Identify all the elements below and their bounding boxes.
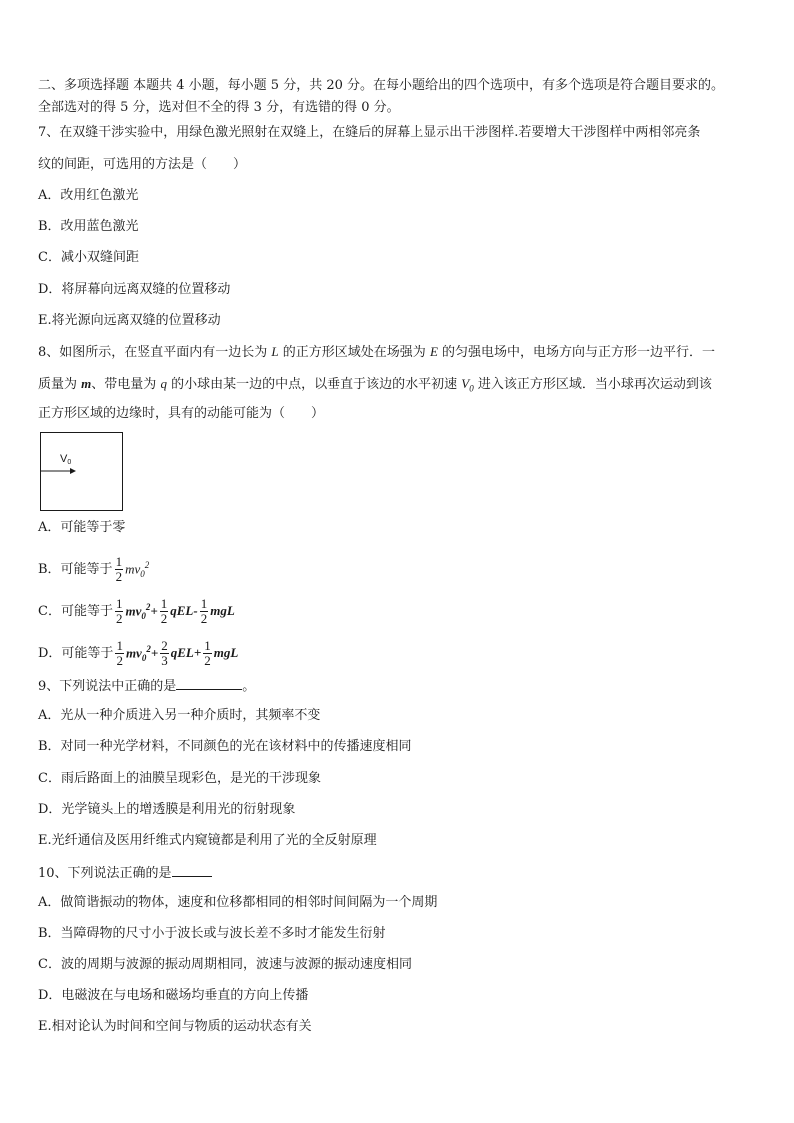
question-9-option-e: E.光纤通信及医用纤维式内窥镜都是利用了光的全反射原理 [38, 833, 377, 848]
question-10-option-b: B．当障碍物的尺寸小于波长或与波长差不多时才能发生衍射 [38, 926, 386, 941]
q8-text: 、带电量为 [91, 377, 157, 392]
question-9-stem [38, 677, 255, 695]
formula-term: $mv_0^2+$ [125, 602, 158, 621]
question-10-option-a: A．做简谐振动的物体，速度和位移都相同的相邻时间间隔为一个周期 [38, 895, 438, 910]
question-8-option-c [38, 589, 235, 625]
q9-text: 9、下列说法中正确的是 [38, 679, 177, 694]
q8-var-q: q [160, 376, 167, 391]
question-10-stem [38, 864, 212, 882]
question-7-option-a: A．改用红色激光 [38, 188, 139, 203]
option-d-prefix: D．可能等于 [38, 645, 114, 661]
formula-term: mgL [210, 603, 235, 619]
fraction-half: $\frac{1}{2}$ [200, 595, 208, 626]
fraction-two-thirds: $\frac{2}{3}$ [161, 637, 168, 668]
section-instructions-line2: 全部选对的得 5 分，选对但不全的得 3 分，有选错的得 0 分。 [38, 100, 400, 115]
question-8-stem-line3: 正方形区域的边缘时，具有的动能可能为（ ） [38, 406, 325, 421]
q8-text: 质量为 [38, 377, 78, 392]
fraction-half: $\frac{1}{2}$ [116, 637, 123, 668]
formula-term: mgL [213, 645, 239, 661]
velocity-arrow-head-icon [70, 468, 76, 474]
option-c-prefix: C．可能等于 [38, 603, 113, 619]
question-10-option-e: E.相对论认为时间和空间与物质的运动状态有关 [38, 1019, 312, 1034]
q8-text: 进入该正方形区域．当小球再次运动到该 [477, 377, 712, 392]
section-instructions-line1: 二、多项选择题 本题共 4 小题，每小题 5 分，共 20 分。在每小题给出的四个选项中，有多个选项是符合题目要求的。 [38, 78, 725, 93]
velocity-label: V0 [60, 453, 72, 466]
formula-term: qEL- [170, 603, 198, 619]
question-8-stem-line1 [38, 344, 715, 361]
q8-text: 的正方形区域处在场强为 [282, 345, 426, 360]
question-7-option-b: B．改用蓝色激光 [38, 219, 139, 234]
q8-text: 8、如图所示，在竖直平面内有一边长为 [38, 345, 268, 360]
answer-blank [176, 677, 242, 690]
question-9-option-c: C．雨后路面上的油膜呈现彩色，是光的干涉现象 [38, 771, 321, 786]
formula-term: $mv_0^2+$ [125, 644, 159, 663]
formula-term: $mv_0^2$ [125, 560, 150, 579]
formula-term: qEL+ [170, 645, 202, 661]
q8-var-E: E [429, 344, 438, 359]
question-7-stem-line1: 7、在双缝干涉实验中，用绿色激光照射在双缝上，在缝后的屏幕上显示出干涉图样.若要增大干涉图样中两相邻亮条 [38, 125, 701, 140]
question-10-option-d: D．电磁波在与电场和磁场均垂直的方向上传播 [38, 988, 309, 1003]
option-b-prefix: B．可能等于 [38, 561, 113, 577]
q10-text: 10、下列说法正确的是 [38, 866, 172, 881]
question-8-option-d [38, 631, 238, 667]
q8-var-L: L [271, 344, 279, 359]
fraction-half: $\frac{1}{2}$ [160, 595, 168, 626]
q8-text: 的匀强电场中，电场方向与正方形一边平行．一 [442, 345, 716, 360]
question-9-option-a: A．光从一种介质进入另一种介质时，其频率不变 [38, 708, 321, 723]
fraction-half: $\frac{1}{2}$ [115, 595, 123, 626]
q8-text: 的小球由某一边的中点，以垂直于该边的水平初速 [171, 377, 458, 392]
fraction-half: $\frac{1}{2}$ [204, 637, 211, 668]
answer-blank [172, 864, 212, 877]
question-10-option-c: C．波的周期与波源的振动周期相同，波速与波源的振动速度相同 [38, 957, 412, 972]
question-7-option-c: C．减小双缝间距 [38, 250, 139, 265]
question-8-stem-line2 [38, 376, 712, 397]
question-9-option-b: B．对同一种光学材料，不同颜色的光在该材料中的传播速度相同 [38, 739, 412, 754]
q9-text: 。 [242, 679, 256, 694]
question-8-option-b [38, 547, 149, 583]
square-field-diagram [40, 432, 123, 511]
question-7-stem-line2: 纹的间距，可选用的方法是（ ） [38, 157, 247, 172]
question-7-option-e: E.将光源向远离双缝的位置移动 [38, 313, 221, 328]
fraction-half: $\frac{1}{2}$ [115, 553, 123, 584]
q8-var-m: m [81, 376, 92, 391]
q8-var-V0: $V_0$ [461, 376, 474, 394]
question-9-option-d: D．光学镜头上的增透膜是利用光的衍射现象 [38, 802, 296, 817]
question-7-option-d: D．将屏幕向远离双缝的位置移动 [38, 282, 231, 297]
question-8-option-a: A．可能等于零 [38, 520, 126, 535]
